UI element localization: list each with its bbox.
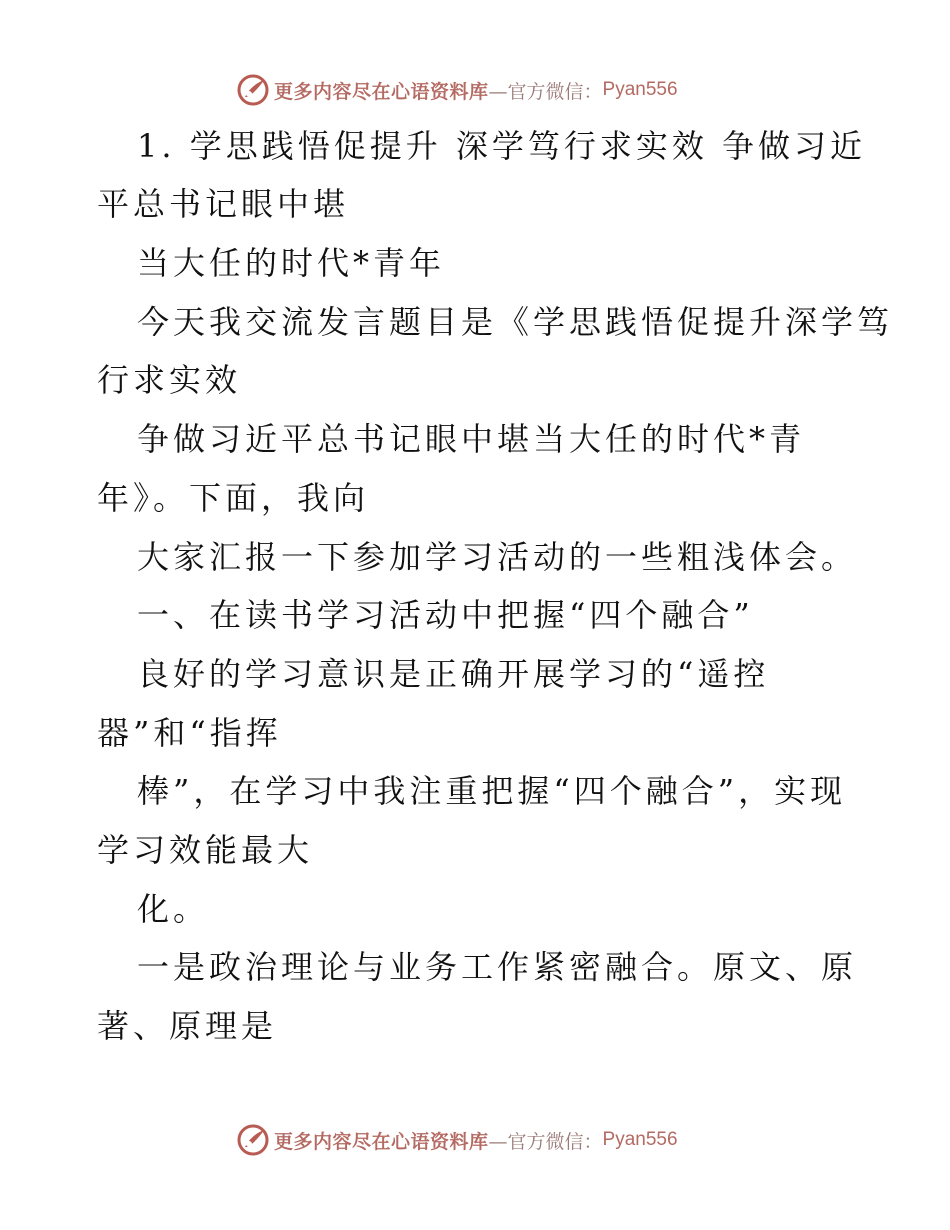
- doc-line-7: 年》。下面，我向: [97, 479, 370, 517]
- doc-line-14: 化。: [137, 890, 210, 928]
- brush-logo-icon: [236, 73, 270, 107]
- banner-main-text: 更多内容尽在心语资料库: [274, 80, 489, 103]
- doc-line-13: 学习效能最大: [97, 831, 314, 869]
- header-watermark-banner: [236, 73, 736, 107]
- doc-line-15: 一是政治理论与业务工作紧密融合。原文、原: [137, 948, 858, 986]
- banner-sub-text: —官方微信：: [488, 1130, 603, 1153]
- doc-line-5: 行求实效: [97, 361, 242, 399]
- doc-line-10: 良好的学习意识是正确开展学习的“遥控: [137, 655, 770, 693]
- doc-line-11: 器”和“指挥: [97, 714, 282, 752]
- doc-line-8: 大家汇报一下参加学习活动的一些粗浅体会。: [137, 538, 858, 576]
- doc-line-6: 争做习近平总书记眼中堪当大任的时代*青: [137, 420, 806, 458]
- doc-line-9: 一、在读书学习活动中把握“四个融合”: [137, 596, 754, 634]
- footer-watermark-banner: [236, 1123, 736, 1157]
- doc-line-2: 平总书记眼中堪: [97, 185, 350, 223]
- banner-wechat-id: Pyan556: [602, 79, 678, 100]
- doc-line-12: 棒”，在学习中我注重把握“四个融合”，实现: [137, 772, 847, 810]
- doc-line-4: 今天我交流发言题目是《学思践悟促提升深学笃: [137, 303, 894, 341]
- doc-line-3: 当大任的时代*青年: [137, 244, 446, 282]
- banner-sub-text: —官方微信：: [488, 80, 603, 103]
- banner-wechat-id: Pyan556: [602, 1129, 678, 1150]
- doc-line-1: 1. 学思践悟促提升 深学笃行求实效 争做习近: [137, 127, 867, 165]
- doc-line-16: 著、原理是: [97, 1007, 278, 1045]
- brush-logo-icon: [236, 1123, 270, 1157]
- banner-main-text: 更多内容尽在心语资料库: [274, 1130, 489, 1153]
